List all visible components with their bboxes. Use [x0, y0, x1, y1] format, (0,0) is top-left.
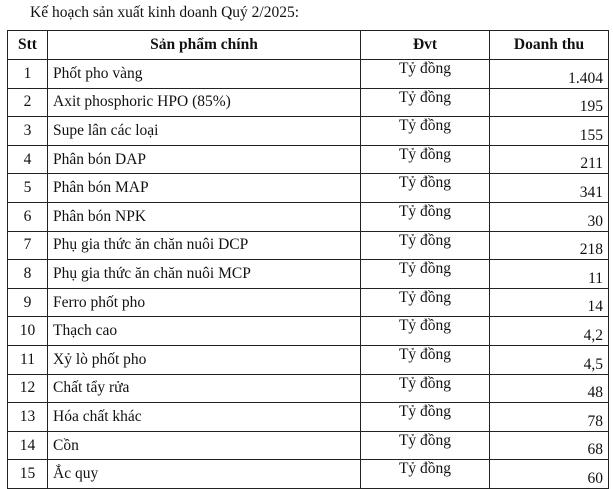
row-unit-cell: Tỷ đồng: [361, 345, 490, 374]
row-product-cell: Phân bón DAP: [48, 145, 361, 174]
header-unit: Đvt: [361, 31, 490, 60]
row-unit-cell: Tỷ đồng: [361, 431, 490, 460]
header-stt: Stt: [8, 31, 48, 60]
row-product-cell: Phụ gia thức ăn chăn nuôi MCP: [48, 260, 361, 289]
row-unit-cell: Tỷ đồng: [361, 231, 490, 260]
row-unit-cell: Tỷ đồng: [361, 403, 490, 432]
row-revenue-cell: 155: [490, 117, 609, 146]
row-revenue-cell: 195: [490, 88, 609, 117]
table-row: [8, 317, 609, 346]
table-row: [8, 260, 609, 289]
row-revenue-cell: 30: [490, 202, 609, 231]
row-stt-cell: 9: [8, 288, 48, 317]
table-row: [8, 431, 609, 460]
table-row: [8, 345, 609, 374]
table-row: [8, 174, 609, 203]
row-unit-cell: Tỷ đồng: [361, 88, 490, 117]
row-stt-cell: 6: [8, 202, 48, 231]
row-stt-cell: 12: [8, 374, 48, 403]
row-product-cell: Chất tẩy rửa: [48, 374, 361, 403]
row-stt-cell: 7: [8, 231, 48, 260]
production-plan-table: [7, 30, 609, 489]
table-row: [8, 374, 609, 403]
row-unit-cell: Tỷ đồng: [361, 260, 490, 289]
table-row: [8, 403, 609, 432]
row-product-cell: Phụ gia thức ăn chăn nuôi DCP: [48, 231, 361, 260]
table-row: [8, 60, 609, 89]
row-revenue-cell: 11: [490, 260, 609, 289]
row-unit-cell: Tỷ đồng: [361, 317, 490, 346]
row-product-cell: Phân bón NPK: [48, 202, 361, 231]
row-unit-cell: Tỷ đồng: [361, 202, 490, 231]
row-unit-cell: Tỷ đồng: [361, 60, 490, 89]
row-revenue-cell: 4,2: [490, 317, 609, 346]
row-unit-cell: Tỷ đồng: [361, 117, 490, 146]
row-stt-cell: 10: [8, 317, 48, 346]
row-product-cell: Cồn: [48, 431, 361, 460]
row-revenue-cell: 1.404: [490, 60, 609, 89]
row-product-cell: Thạch cao: [48, 317, 361, 346]
row-revenue-cell: 4,5: [490, 345, 609, 374]
row-stt-cell: 5: [8, 174, 48, 203]
row-stt-cell: 3: [8, 117, 48, 146]
row-unit-cell: Tỷ đồng: [361, 145, 490, 174]
table-row: [8, 460, 609, 489]
table-header-row: [8, 31, 609, 60]
table-row: [8, 231, 609, 260]
header-revenue: Doanh thu: [490, 31, 609, 60]
row-revenue-cell: 48: [490, 374, 609, 403]
row-stt-cell: 1: [8, 60, 48, 89]
row-stt-cell: 15: [8, 460, 48, 489]
row-stt-cell: 13: [8, 403, 48, 432]
row-revenue-cell: 211: [490, 145, 609, 174]
row-unit-cell: Tỷ đồng: [361, 460, 490, 489]
row-unit-cell: Tỷ đồng: [361, 174, 490, 203]
row-unit-cell: Tỷ đồng: [361, 288, 490, 317]
row-stt-cell: 11: [8, 345, 48, 374]
row-product-cell: Ferro phốt pho: [48, 288, 361, 317]
row-revenue-cell: 68: [490, 431, 609, 460]
row-revenue-cell: 14: [490, 288, 609, 317]
row-revenue-cell: 78: [490, 403, 609, 432]
row-product-cell: Phốt pho vàng: [48, 60, 361, 89]
table-row: [8, 88, 609, 117]
row-stt-cell: 2: [8, 88, 48, 117]
table-row: [8, 288, 609, 317]
row-product-cell: Xỷ lò phốt pho: [48, 345, 361, 374]
table-row: [8, 202, 609, 231]
row-stt-cell: 4: [8, 145, 48, 174]
row-product-cell: Ắc quy: [48, 460, 361, 489]
header-product: Sản phẩm chính: [48, 31, 361, 60]
row-revenue-cell: 341: [490, 174, 609, 203]
table-row: [8, 117, 609, 146]
row-revenue-cell: 60: [490, 460, 609, 489]
table-body: [8, 60, 609, 489]
row-product-cell: Phân bón MAP: [48, 174, 361, 203]
row-unit-cell: Tỷ đồng: [361, 374, 490, 403]
row-stt-cell: 14: [8, 431, 48, 460]
row-stt-cell: 8: [8, 260, 48, 289]
table-row: [8, 145, 609, 174]
row-revenue-cell: 218: [490, 231, 609, 260]
row-product-cell: Hóa chất khác: [48, 403, 361, 432]
row-product-cell: Supe lân các loại: [48, 117, 361, 146]
row-product-cell: Axit phosphoric HPO (85%): [48, 88, 361, 117]
table-caption: Kế hoạch sản xuất kinh doanh Quý 2/2025:: [30, 4, 300, 21]
